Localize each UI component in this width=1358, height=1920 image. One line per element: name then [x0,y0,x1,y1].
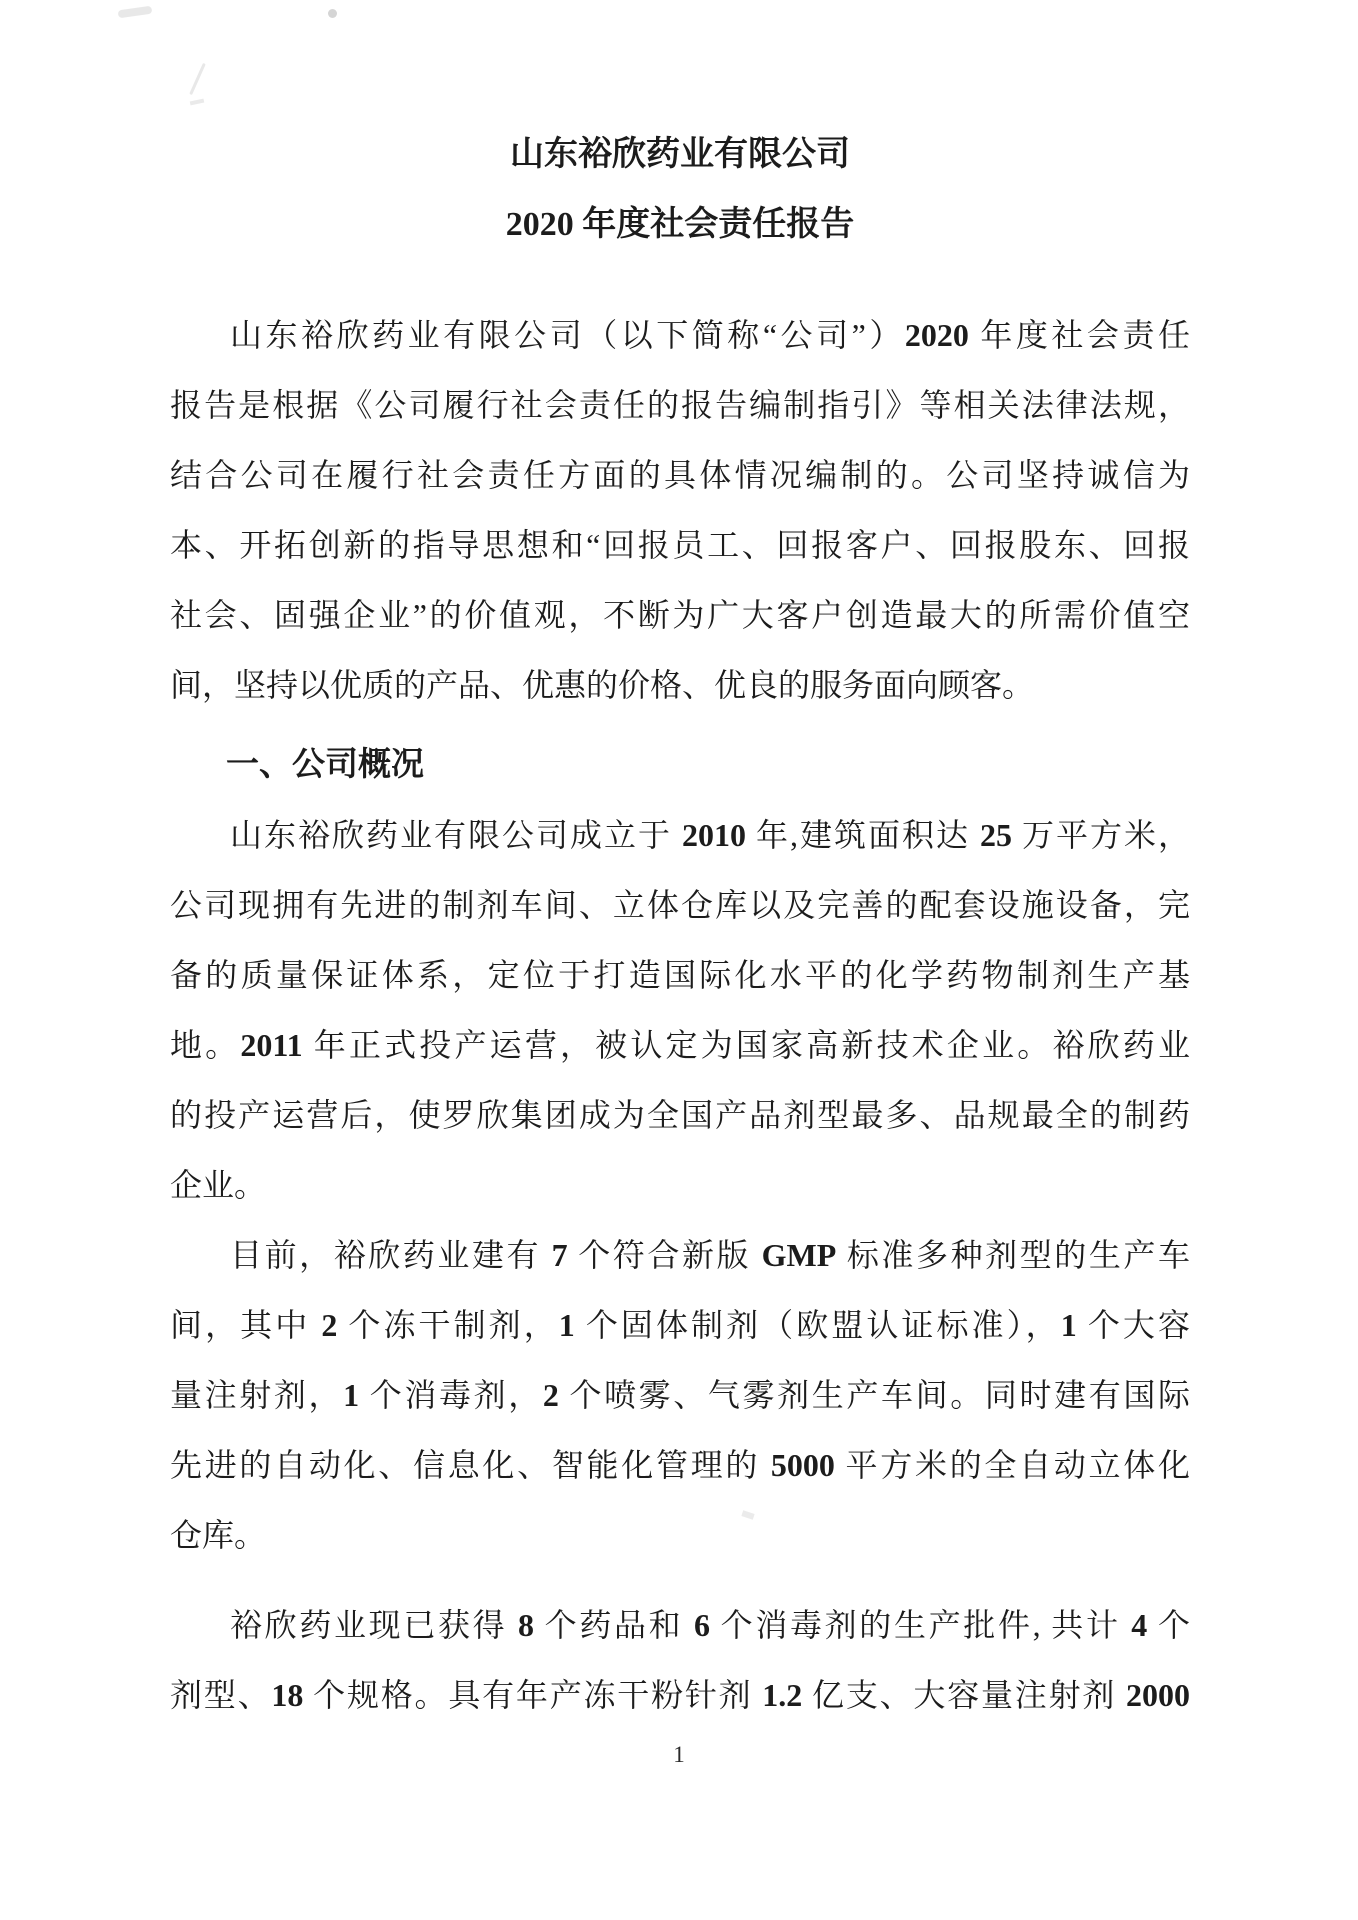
text-line: 公司现拥有先进的制剂车间、立体仓库以及完善的配套设施设备，完 [170,887,1190,923]
scan-artifact [189,63,206,95]
text-line: 山东裕欣药业有限公司成立于 2010 年,建筑面积达 25 万平方米， [230,817,1190,853]
text-line: 裕欣药业现已获得 8 个药品和 6 个消毒剂的生产批件, 共计 4 个 [230,1607,1190,1643]
document-body [170,300,1190,1730]
text-line: 山东裕欣药业有限公司（以下简称“公司”）2020 年度社会责任 [230,317,1190,353]
text-line: 剂型、18 个规格。具有年产冻干粉针剂 1.2 亿支、大容量注射剂 2000 [170,1677,1190,1713]
text-line: 仓库。 [170,1517,267,1553]
text-line: 本、开拓创新的指导思想和“回报员工、回报客户、回报股东、回报 [170,527,1190,563]
text-line: 报告是根据《公司履行社会责任的报告编制指引》等相关法律法规， [170,387,1190,423]
text-line: 间，坚持以优质的产品、优惠的价格、优良的服务面向顾客。 [170,667,1035,703]
text-line: 地。2011 年正式投产运营，被认定为国家高新技术企业。裕欣药业 [170,1027,1190,1063]
text-line: 目前，裕欣药业建有 7 个符合新版 GMP 标准多种剂型的生产车 [230,1237,1190,1273]
text-line: 先进的自动化、信息化、智能化管理的 5000 平方米的全自动立体化 [170,1447,1190,1483]
document-title-line1: 山东裕欣药业有限公司 [510,136,850,173]
section-heading: 一、公司概况 [226,747,424,783]
text-line: 备的质量保证体系，定位于打造国际化水平的化学药物制剂生产基 [170,957,1190,993]
text-line: 企业。 [170,1167,267,1203]
text-line: 间，其中 2 个冻干制剂，1 个固体制剂（欧盟认证标准），1 个大容 [170,1307,1190,1343]
page-number: 1 [673,1742,685,1767]
scan-artifact [118,6,153,19]
scan-artifact [190,99,205,106]
text-line: 量注射剂，1 个消毒剂，2 个喷雾、气雾剂生产车间。同时建有国际 [170,1377,1190,1413]
document-title-line2: 2020 年度社会责任报告 [505,206,855,243]
text-line: 结合公司在履行社会责任方面的具体情况编制的。公司坚持诚信为 [170,457,1190,493]
scan-artifact [328,9,337,18]
document-content [170,120,1190,1730]
text-line: 社会、固强企业”的价值观，不断为广大客户创造最大的所需价值空 [170,597,1190,633]
text-line: 的投产运营后，使罗欣集团成为全国产品剂型最多、品规最全的制药 [170,1097,1190,1133]
